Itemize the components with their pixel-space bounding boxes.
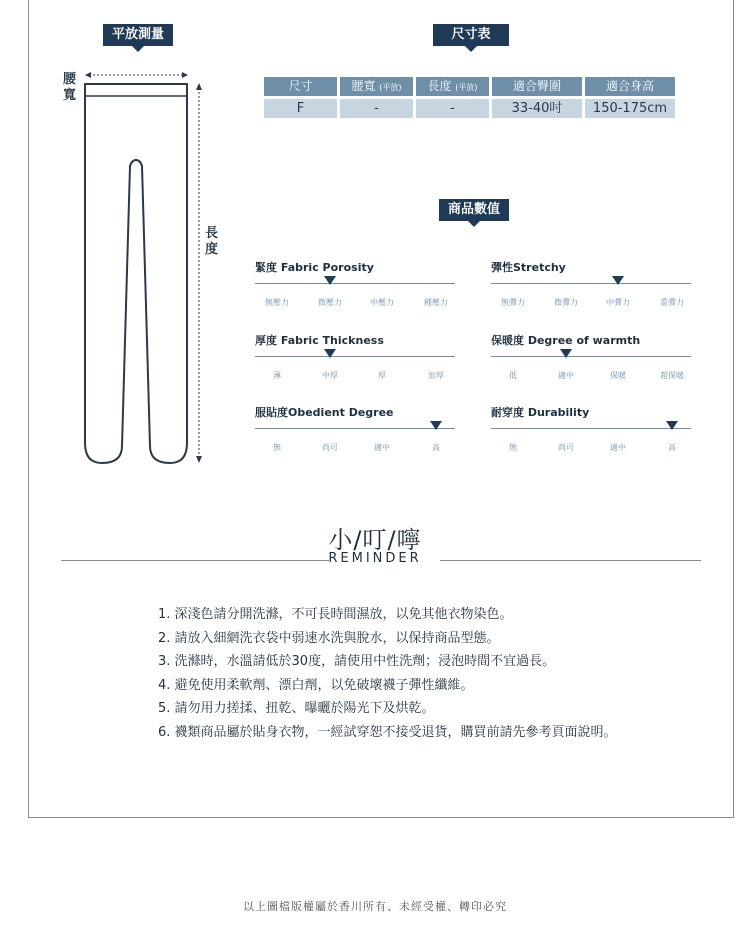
spec-rating-label: 適中	[558, 371, 574, 380]
hip-header-cell: 適合臀圍	[492, 77, 582, 96]
spec-rating-marker-icon	[430, 421, 442, 430]
spec-rating	[255, 404, 455, 454]
length-label: 長度	[205, 226, 219, 257]
spec-rating-label: 保暖	[610, 371, 626, 380]
height-value: 150-175cm	[585, 99, 675, 118]
spec-rating-label: 加厚	[428, 371, 444, 380]
spec-rating-label: 微壓力	[318, 298, 342, 307]
list-item: 3. 洗滌時，水溫請低於30度，請使用中性洗劑；浸泡時間不宜過長。	[158, 654, 556, 670]
reminder-subtitle: REMINDER	[328, 551, 422, 566]
spec-rating-title: 保暖度 Degree of warmth	[491, 334, 641, 347]
waist-header-cell: 腰寬 (平放)	[340, 77, 413, 96]
reminder-notes	[158, 603, 617, 745]
size-chart-title: 尺寸表	[433, 24, 509, 46]
spec-rating-label: 中厚	[322, 371, 338, 380]
hip-value: 33-40吋	[492, 99, 582, 118]
spec-rating	[491, 259, 691, 309]
spec-rating-label: 無壓力	[265, 298, 289, 307]
spec-rating-label: 厚	[378, 371, 386, 380]
spec-rating-label: 無	[273, 443, 281, 452]
spec-rating-label: 適中	[374, 443, 390, 452]
size-value: F	[264, 99, 337, 118]
reminder-title: 小/叮/嚀	[328, 526, 422, 554]
spec-rating-marker-icon	[324, 349, 336, 358]
spec-rating-label: 適中	[610, 443, 626, 452]
spec-rating-title: 彈性Stretchy	[491, 261, 566, 274]
spec-rating-scale	[255, 428, 455, 429]
list-item: 4. 避免使用柔軟劑、漂白劑，以免破壞襪子彈性纖維。	[158, 677, 474, 693]
list-item: 1. 深淺色請分開洗滌，不可長時間濕放，以免其他衣物染色。	[158, 607, 513, 622]
spec-rating-label: 尚可	[558, 443, 574, 452]
specs-title: 商品數值	[439, 199, 509, 221]
spec-rating-scale	[491, 428, 691, 429]
size-table	[264, 77, 678, 121]
spec-rating-scale	[255, 283, 455, 284]
spec-rating-label: 種壓力	[424, 298, 448, 307]
waist-label: 腰寬	[63, 72, 77, 103]
size-table-row	[264, 99, 678, 118]
spec-rating-title: 服貼度Obedient Degree	[255, 406, 394, 419]
spec-rating-title: 耐穿度 Durability	[491, 406, 590, 419]
spec-rating-marker-icon	[666, 421, 678, 430]
spec-rating-title: 緊度 Fabric Porosity	[255, 261, 374, 274]
size-table-header	[264, 77, 678, 96]
tights-outline	[85, 84, 187, 463]
spec-rating-marker-icon	[612, 276, 624, 285]
spec-rating-label: 無	[509, 443, 517, 452]
list-item: 5. 請勿用力搓揉、扭乾、曝曬於陽光下及烘乾。	[158, 701, 435, 717]
spec-rating-scale	[491, 283, 691, 284]
spec-rating	[255, 259, 455, 309]
spec-rating-label: 高	[668, 443, 676, 452]
spec-rating-scale	[491, 356, 691, 357]
copyright-footer: 以上圖檔版權屬於香川所有、未經受權、轉印必究	[243, 900, 507, 913]
spec-rating	[491, 404, 691, 454]
length-value: -	[416, 99, 489, 118]
spec-rating-marker-icon	[324, 276, 336, 285]
size-header-cell: 尺寸	[264, 77, 337, 96]
spec-rating-label: 無彈力	[501, 298, 525, 307]
spec-rating-label: 尚可	[322, 443, 338, 452]
spec-rating-label: 薄	[273, 371, 281, 380]
spec-rating-label: 超保暖	[660, 371, 684, 380]
spec-rating-scale	[255, 356, 455, 357]
tights-diagram	[80, 68, 210, 468]
height-header-cell: 適合身高	[585, 77, 675, 96]
spec-rating-title: 厚度 Fabric Thickness	[255, 334, 384, 347]
waist-value: -	[340, 99, 413, 118]
list-item: 6. 襪類商品屬於貼身衣物，一經試穿恕不接受退貨，購買前請先參考頁面說明。	[158, 724, 617, 740]
spec-rating-label: 低	[509, 371, 517, 380]
spec-rating-label: 高	[432, 443, 440, 452]
spec-rating-label: 重彈力	[660, 298, 684, 307]
spec-rating	[491, 332, 691, 382]
list-item: 2. 請放入細網洗衣袋中弱速水洗與脫水，以保持商品型態。	[158, 630, 500, 646]
spec-rating	[255, 332, 455, 382]
measure-title: 平放測量	[103, 24, 173, 46]
spec-rating-label: 中壓力	[370, 298, 394, 307]
length-header-cell: 長度 (平放)	[416, 77, 489, 96]
spec-rating-label: 微彈力	[554, 298, 578, 307]
spec-rating-marker-icon	[560, 349, 572, 358]
spec-rating-label: 中彈力	[606, 298, 630, 307]
